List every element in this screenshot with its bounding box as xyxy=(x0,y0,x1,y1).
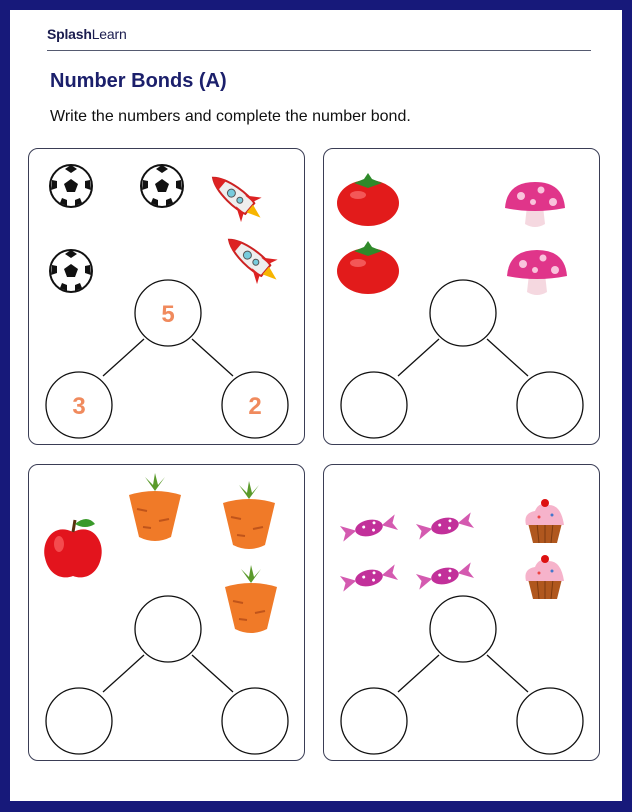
bond-line-left xyxy=(398,339,439,376)
number-bond-panel-2 xyxy=(323,148,600,445)
part-right-circle-value: 2 xyxy=(248,393,262,420)
mushroom-icon xyxy=(505,182,565,227)
mushroom-icon xyxy=(507,250,567,295)
rocket-icon xyxy=(203,165,271,229)
candy-icon xyxy=(340,514,398,541)
part-right-circle[interactable] xyxy=(222,688,288,754)
bond-line-left xyxy=(103,339,144,376)
part-left-circle-value: 3 xyxy=(72,393,86,420)
soccer-ball-icon xyxy=(50,250,92,292)
soccer-ball-icon xyxy=(50,165,92,207)
instructions: Write the numbers and complete the number bond. xyxy=(50,108,411,125)
whole-circle-value: 5 xyxy=(161,301,175,328)
candy-icon xyxy=(340,564,398,591)
candy-icon xyxy=(416,562,474,589)
header-divider xyxy=(47,50,591,51)
carrot-icon xyxy=(225,565,277,633)
apple-icon xyxy=(44,519,102,577)
whole-circle[interactable] xyxy=(430,596,496,662)
bond-line-left xyxy=(103,655,144,692)
part-right-circle[interactable] xyxy=(517,688,583,754)
rocket-icon xyxy=(219,227,287,291)
number-bond-panel-4 xyxy=(323,464,600,761)
part-left-circle[interactable] xyxy=(341,688,407,754)
soccer-ball-icon xyxy=(141,165,183,207)
carrot-icon xyxy=(223,481,275,549)
part-left-circle[interactable] xyxy=(46,688,112,754)
part-left-circle[interactable] xyxy=(341,372,407,438)
carrot-icon xyxy=(129,473,181,541)
part-right-circle[interactable] xyxy=(517,372,583,438)
candy-icon xyxy=(416,512,474,539)
cupcake-icon xyxy=(525,555,564,599)
cupcake-icon xyxy=(525,499,564,543)
bond-line-left xyxy=(398,655,439,692)
number-bond-panel-1 xyxy=(28,148,305,445)
bond-line-right xyxy=(192,655,233,692)
bond-line-right xyxy=(192,339,233,376)
bond-line-right xyxy=(487,655,528,692)
page-title: Number Bonds (A) xyxy=(50,70,227,92)
tomato-icon xyxy=(337,173,399,226)
bond-line-right xyxy=(487,339,528,376)
whole-circle[interactable] xyxy=(430,280,496,346)
splashlearn-logo: SplashLearn xyxy=(47,26,127,42)
tomato-icon xyxy=(337,241,399,294)
whole-circle[interactable] xyxy=(135,596,201,662)
number-bond-panel-3 xyxy=(28,464,305,761)
